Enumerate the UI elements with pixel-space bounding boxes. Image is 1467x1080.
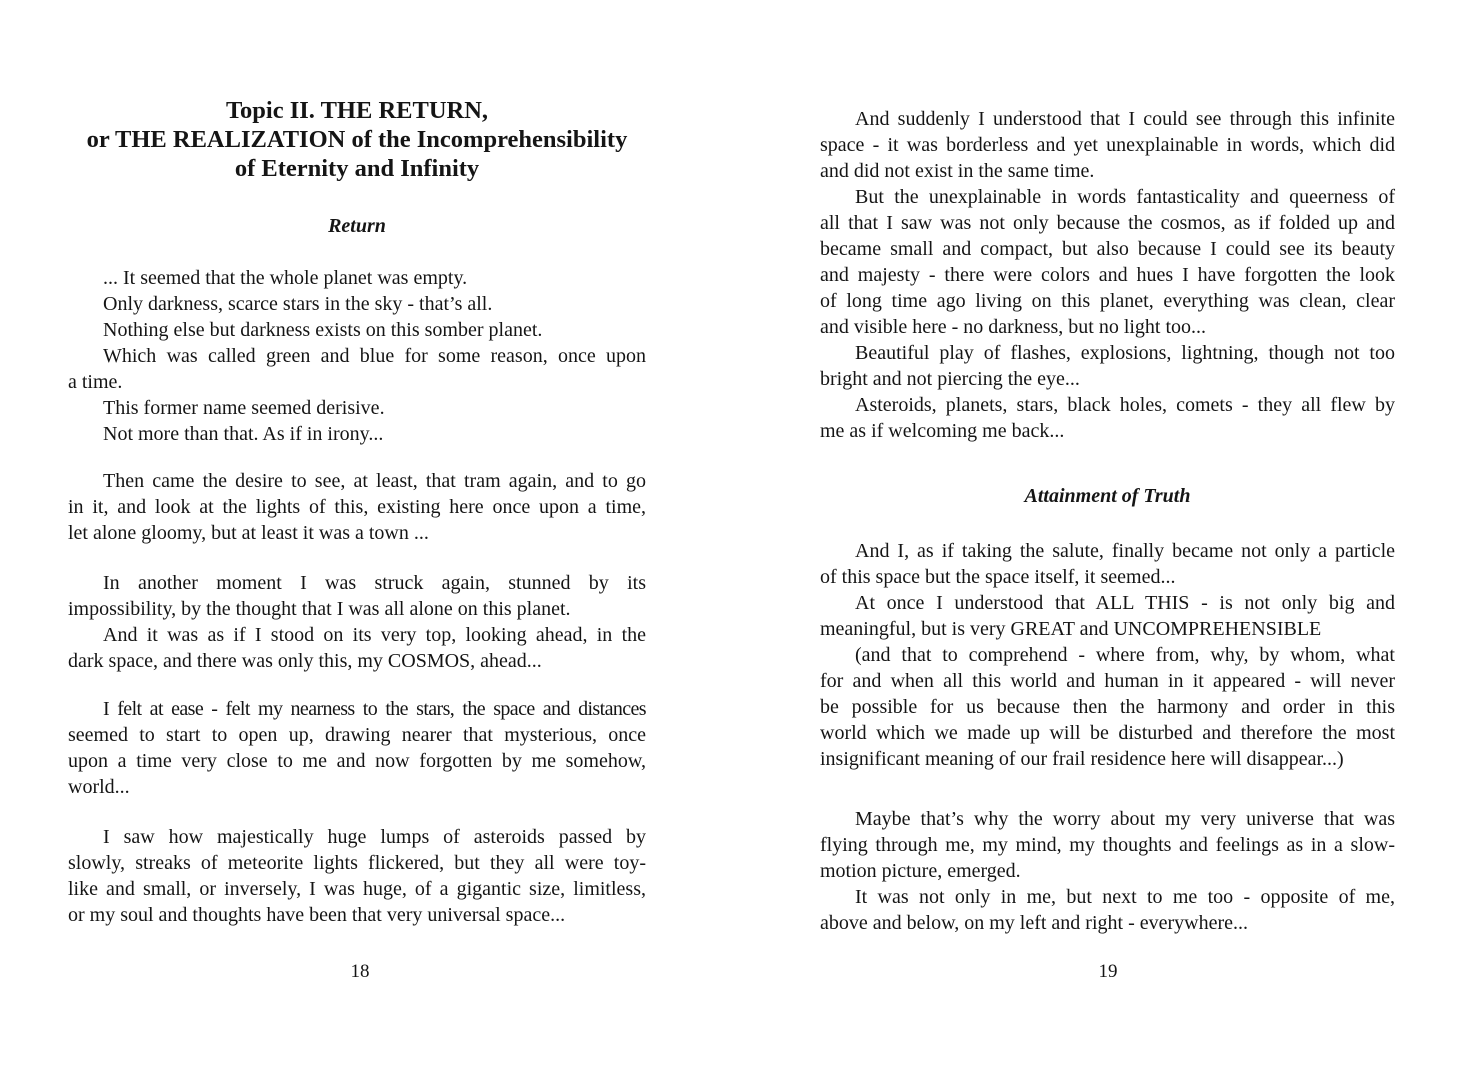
text-line: ... It seemed that the whole planet was empty.: [103, 267, 468, 289]
text-line: flying through me, my mind, my thoughts and feelings as in a slow-: [820, 834, 1395, 856]
text-line: And suddenly I understood that I could see through this infinite: [855, 108, 1395, 130]
paragraph: [68, 824, 646, 928]
text-line: Maybe that’s why the worry about my very universe that was: [855, 808, 1395, 830]
text-line: in it, and look at the lights of this, existing here once upon a time,: [68, 496, 646, 518]
text-line: let alone gloomy, but at least it was a town ...: [68, 522, 429, 544]
text-line: insignificant meaning of our frail residence here will disappear...): [820, 748, 1344, 770]
text-line: And it was as if I stood on its very top, looking ahead, in the: [103, 624, 646, 646]
title-line: or THE REALIZATION of the Incomprehensibility: [86, 126, 628, 153]
text-line: Then came the desire to see, at least, that tram again, and to go: [103, 470, 646, 492]
text-line: But the unexplainable in words fantasticality and queerness of: [855, 186, 1395, 208]
topic-title: [68, 96, 646, 183]
text-line: space - it was borderless and yet unexplainable in words, which did: [820, 134, 1395, 156]
text-line: and majesty - there were colors and hues I have forgotten the look: [820, 264, 1395, 286]
text-line: became small and compact, but also because I could see its beauty: [820, 238, 1395, 260]
text-line: It was not only in me, but next to me too - opposite of me,: [855, 886, 1395, 908]
text-line: (and that to comprehend - where from, why, by whom, what: [855, 644, 1395, 666]
text-line: And I, as if taking the salute, finally became not only a particle: [855, 540, 1395, 562]
paragraph-group: [68, 265, 646, 447]
text-line: dark space, and there was only this, my COSMOS, ahead...: [68, 650, 542, 672]
title-line: Topic II. THE RETURN,: [225, 97, 489, 124]
paragraph: [68, 696, 646, 800]
text-line: seemed to start to open up, drawing nearer that mysterious, once: [68, 724, 646, 746]
text-line: or my soul and thoughts have been that very universal space...: [68, 904, 566, 926]
text-line: and visible here - no darkness, but no light too...: [820, 316, 1207, 338]
text-line: This former name seemed derisive.: [103, 397, 385, 419]
paragraph-group: [820, 106, 1395, 444]
text-line: Asteroids, planets, stars, black holes, comets - they all flew by: [855, 394, 1395, 416]
paragraph-group: [68, 570, 646, 674]
text-line: Only darkness, scarce stars in the sky - that’s all.: [103, 293, 493, 315]
page-number-left: 18: [350, 961, 370, 982]
text-line: upon a time very close to me and now forgotten by me somehow,: [68, 750, 646, 772]
subheading-attainment: Attainment of Truth: [1024, 485, 1191, 507]
title-line: of Eternity and Infinity: [234, 155, 480, 182]
text-line: motion picture, emerged.: [820, 860, 1021, 882]
text-line: meaningful, but is very GREAT and UNCOMPREHENSIBLE: [820, 618, 1322, 640]
text-line: of long time ago living on this planet, everything was clean, clear: [820, 290, 1395, 312]
text-line: At once I understood that ALL THIS - is not only big and: [855, 592, 1395, 614]
text-line: In another moment I was struck again, stunned by its: [103, 572, 646, 594]
text-line: I felt at ease - felt my nearness to the stars, the space and distances: [103, 698, 646, 720]
text-line: Nothing else but darkness exists on this somber planet.: [103, 319, 543, 341]
text-line: Not more than that. As if in irony...: [103, 423, 384, 445]
text-line: me as if welcoming me back...: [820, 420, 1065, 442]
text-line: impossibility, by the thought that I was all alone on this planet.: [68, 598, 571, 620]
text-line: slowly, streaks of meteorite lights flickered, but they all were toy-: [68, 852, 646, 874]
text-line: all that I saw was not only because the cosmos, as if folded up and: [820, 212, 1395, 234]
text-line: world which we made up will be disturbed and therefore the most: [820, 722, 1395, 744]
text-line: of this space but the space itself, it seemed...: [820, 566, 1176, 588]
text-line: I saw how majestically huge lumps of asteroids passed by: [103, 826, 646, 848]
text-line: above and below, on my left and right - everywhere...: [820, 912, 1248, 934]
paragraph-group: [820, 806, 1395, 936]
text-line: and did not exist in the same time.: [820, 160, 1095, 182]
paragraph-group: [820, 538, 1395, 772]
text-line: for and when all this world and human in it appeared - will never: [820, 670, 1395, 692]
text-line: like and small, or inversely, I was huge, of a gigantic size, limitless,: [68, 878, 646, 900]
text-line: be possible for us because then the harmony and order in this: [820, 696, 1395, 718]
text-line: a time.: [68, 371, 123, 393]
subheading-return: Return: [328, 215, 386, 237]
paragraph: [68, 468, 646, 546]
text-line: world...: [68, 776, 130, 798]
page-number-right: 19: [1098, 961, 1118, 982]
text-line: Beautiful play of flashes, explosions, lightning, though not too: [855, 342, 1395, 364]
text-line: Which was called green and blue for some reason, once upon: [103, 345, 646, 367]
text-line: bright and not piercing the eye...: [820, 368, 1080, 390]
